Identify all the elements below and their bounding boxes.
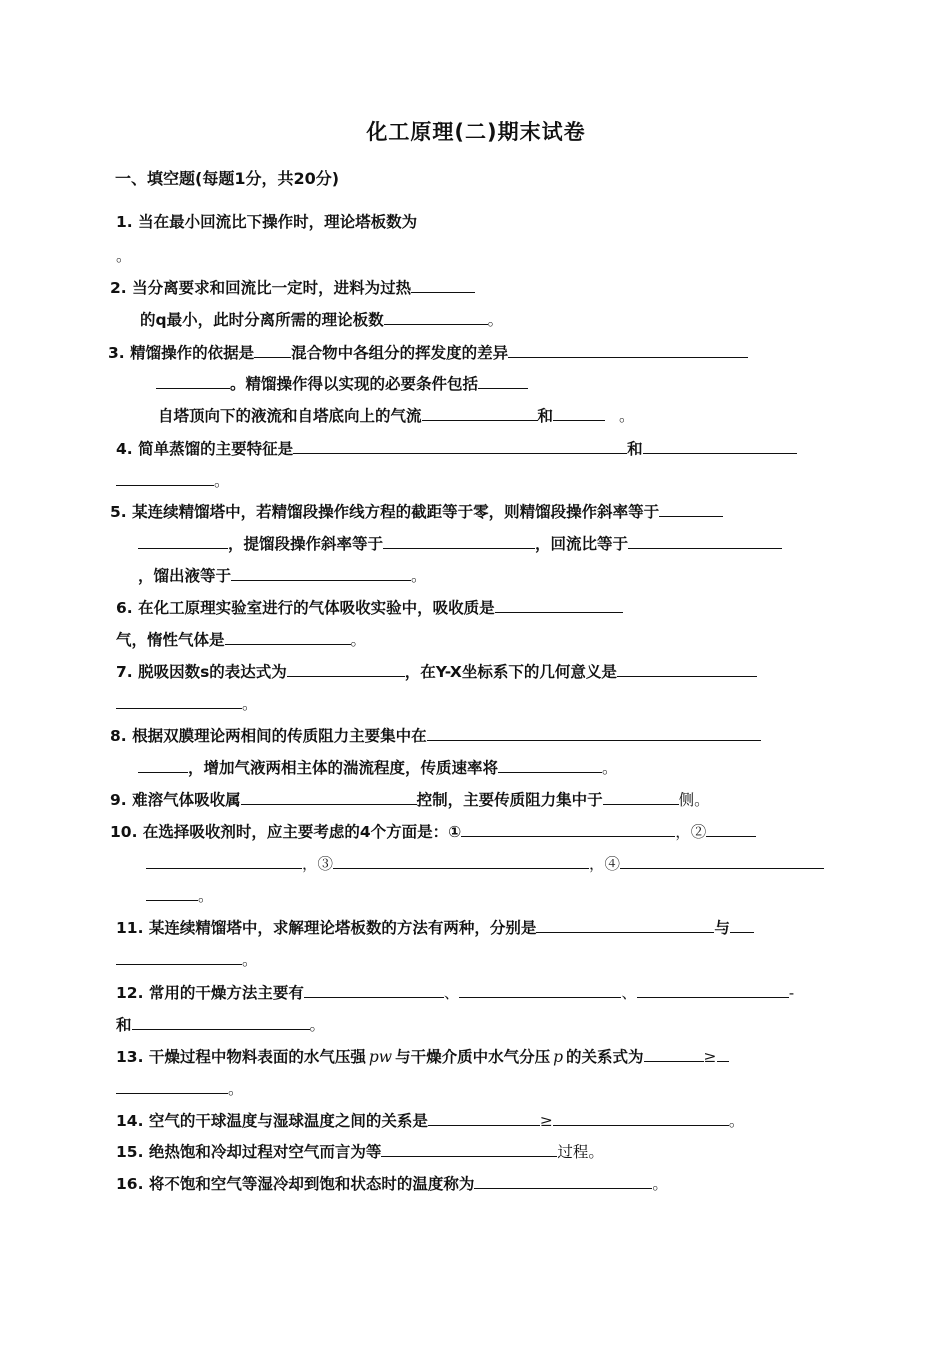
answer-blank[interactable] — [643, 436, 797, 454]
answer-blank[interactable] — [617, 659, 757, 677]
question-5-line-3: ，馏出液等于 。 — [138, 563, 427, 587]
answer-blank[interactable] — [384, 307, 488, 325]
answer-blank[interactable] — [717, 1044, 729, 1062]
answer-blank[interactable] — [156, 371, 230, 389]
question-11-line-2: 。 — [116, 947, 258, 971]
answer-blank[interactable] — [474, 1171, 652, 1189]
question-3-line-3: 自塔顶向下的液流和自塔底向上的气流 和 。 — [158, 403, 635, 427]
answer-blank[interactable] — [730, 915, 754, 933]
answer-blank[interactable] — [553, 403, 605, 421]
answer-blank[interactable] — [241, 787, 417, 805]
section-heading: 一、填空题(每题1分，共20分) — [115, 169, 340, 188]
question-13-line-1: 13. 干燥过程中物料表面的水气压强 pw 与干燥介质中水气分压 p 的关系式为 ≥ — [116, 1044, 729, 1068]
question-2-line-2: 的q最小，此时分离所需的理论板数 。 — [140, 307, 503, 331]
question-9-line-1: 9. 难溶气体吸收属 控制，主要传质阻力集中于 侧。 — [110, 787, 710, 811]
answer-blank[interactable] — [411, 275, 475, 293]
answer-blank[interactable] — [459, 980, 621, 998]
answer-blank[interactable] — [138, 531, 228, 549]
question-10-line-2: ，③ ，④ — [146, 851, 824, 875]
answer-blank[interactable] — [116, 691, 242, 709]
answer-blank[interactable] — [659, 499, 723, 517]
answer-blank[interactable] — [706, 819, 756, 837]
question-1-line-2: 。 — [116, 247, 132, 265]
question-5-line-2: ，提馏段操作斜率等于 ，回流比等于 — [138, 531, 782, 555]
question-12-line-2: 和 。 — [116, 1012, 325, 1036]
answer-blank[interactable] — [536, 915, 714, 933]
question-8-line-1: 8. 根据双膜理论两相间的传质阻力主要集中在 — [110, 723, 761, 747]
answer-blank[interactable] — [333, 851, 589, 869]
answer-blank[interactable] — [287, 659, 405, 677]
answer-blank[interactable] — [508, 340, 748, 358]
question-2-line-1: 2. 当分离要求和回流比一定时，进料为过热 — [110, 275, 475, 299]
answer-blank[interactable] — [478, 371, 528, 389]
page-title: 化工原理(二)期末试卷 — [366, 120, 586, 144]
answer-blank[interactable] — [383, 531, 535, 549]
answer-blank[interactable] — [225, 627, 351, 645]
answer-blank[interactable] — [116, 1076, 228, 1094]
question-7-line-1: 7. 脱吸因数s的表达式为 ，在Y-X坐标系下的几何意义是 — [116, 659, 757, 683]
answer-blank[interactable] — [138, 755, 188, 773]
answer-blank[interactable] — [603, 787, 679, 805]
question-3-line-2: 。精馏操作得以实现的必要条件包括 — [156, 371, 528, 395]
answer-blank[interactable] — [304, 980, 444, 998]
answer-blank[interactable] — [132, 1012, 310, 1030]
answer-blank[interactable] — [254, 340, 291, 358]
answer-blank[interactable] — [461, 819, 675, 837]
question-15-line-1: 15. 绝热饱和冷却过程对空气而言为等 过程。 — [116, 1139, 604, 1163]
answer-blank[interactable] — [422, 403, 538, 421]
answer-blank[interactable] — [498, 755, 602, 773]
answer-blank[interactable] — [644, 1044, 704, 1062]
question-16-line-1: 16. 将不饱和空气等湿冷却到饱和状态时的温度称为 。 — [116, 1171, 668, 1195]
answer-blank[interactable] — [620, 851, 824, 869]
answer-blank[interactable] — [637, 980, 789, 998]
answer-blank[interactable] — [231, 563, 411, 581]
symbol-pw: pw — [368, 1048, 393, 1066]
symbol-p: p — [553, 1048, 564, 1066]
question-6-line-2: 气，惰性气体是 。 — [116, 627, 366, 651]
question-4-line-1: 4. 简单蒸馏的主要特征是 和 — [116, 436, 797, 460]
question-13-line-2: 。 — [116, 1076, 244, 1100]
answer-blank[interactable] — [553, 1108, 729, 1126]
question-14-line-1: 14. 空气的干球温度与湿球温度之间的关系是 ≥ 。 — [116, 1108, 744, 1132]
answer-blank[interactable] — [146, 851, 302, 869]
question-7-line-2: 。 — [116, 691, 258, 715]
answer-blank[interactable] — [293, 436, 627, 454]
question-12-line-1: 12. 常用的干燥方法主要有 、 、 - — [116, 980, 794, 1004]
answer-blank[interactable] — [116, 947, 242, 965]
question-11-line-1: 11. 某连续精馏塔中，求解理论塔板数的方法有两种，分别是 与 — [116, 915, 754, 939]
question-3-line-1: 3. 精馏操作的依据是 混合物中各组分的挥发度的差异 — [108, 340, 748, 364]
question-5-line-1: 5. 某连续精馏塔中，若精馏段操作线方程的截距等于零，则精馏段操作斜率等于 — [110, 499, 723, 523]
question-10-line-1: 10. 在选择吸收剂时，应主要考虑的4个方面是：① ，② — [110, 819, 756, 843]
question-8-line-2: ，增加气液两相主体的湍流程度，传质速率将 。 — [138, 755, 618, 779]
question-6-line-1: 6. 在化工原理实验室进行的气体吸收实验中，吸收质是 — [116, 595, 623, 619]
answer-blank[interactable] — [146, 883, 198, 901]
answer-blank[interactable] — [628, 531, 782, 549]
question-10-line-3: 。 — [146, 883, 214, 907]
answer-blank[interactable] — [495, 595, 623, 613]
question-1-line-1: 1. 当在最小回流比下操作时，理论塔板数为 — [116, 213, 418, 231]
answer-blank[interactable] — [381, 1139, 557, 1157]
question-4-line-2: 。 — [116, 468, 230, 492]
answer-blank[interactable] — [116, 468, 214, 486]
answer-blank[interactable] — [427, 723, 761, 741]
answer-blank[interactable] — [428, 1108, 540, 1126]
